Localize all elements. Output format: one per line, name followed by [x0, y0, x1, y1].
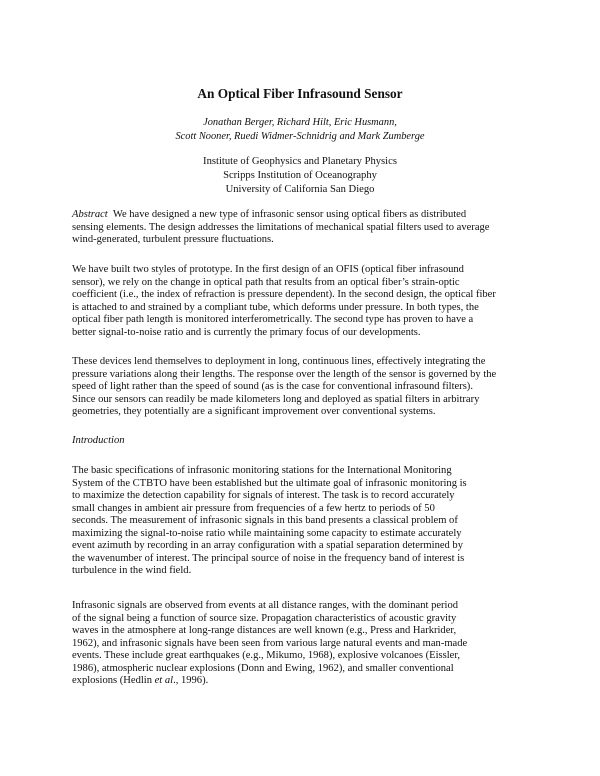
- text-line: sensor), we rely on the change in optical path that results from an optical fiber’s strain-optic: [72, 276, 460, 288]
- text-line: is attached to and strained by a compliant tube, which deforms under pressure. In both types, the: [72, 301, 479, 313]
- section-heading-introduction: Introduction: [72, 435, 125, 446]
- text-line: better signal-to-noise ratio and is currently the primary focus of our developments.: [72, 326, 421, 338]
- text-line: The basic specifications of infrasonic monitoring stations for the International Monitoring: [72, 465, 452, 476]
- citation-et-al: et al: [154, 675, 174, 686]
- text-line: turbulence in the wind field.: [72, 565, 192, 576]
- text-line: waves in the atmosphere at long-range distances are well known (e.g., Press and Harkrider,: [72, 625, 457, 636]
- author-line: Jonathan Berger, Richard Hilt, Eric Husmann,: [203, 117, 397, 128]
- text-line: These devices lend themselves to deployment in long, continuous lines, effectively integrating the: [72, 356, 486, 367]
- author-line: Scott Nooner, Ruedi Widmer-Schnidrig and Mark Zumberge: [175, 131, 425, 142]
- text-line: event azimuth by recording in an array configuration with a spatial separation determined by: [72, 540, 463, 551]
- text-line: of the signal being a function of source size. Propagation characteristics of acoustic gravity: [72, 612, 457, 624]
- paragraph-signals: [72, 600, 532, 688]
- text-line: events. These include great earthquakes (e.g., Mikumo, 1968), explosive volcanoes (Eissler,: [72, 650, 461, 661]
- text-line: Since our sensors can readily be made kilometers long and deployed as spatial filters in arbitrary: [72, 393, 480, 405]
- abstract-line: sensing elements. The design addresses the limitations of mechanical spatial filters used to average: [72, 221, 490, 233]
- text-line: the wavenumber of interest. The principal source of noise in the frequency band of interest is: [72, 552, 465, 564]
- abstract-line: We have designed a new type of infrasonic sensor using optical fibers as distributed: [112, 209, 467, 220]
- abstract-line: wind-generated, turbulent pressure fluctuations.: [72, 234, 274, 245]
- text-line: optical fiber path length is monitored interferometrically. The second type has proven to have a: [72, 314, 474, 325]
- text-line: to maximize the detection capability for signals of interest. The task is to record accurately: [72, 490, 455, 501]
- text-line: geometries, they potentially are a significant improvement over conventional systems.: [72, 406, 436, 417]
- abstract: [72, 209, 532, 247]
- author-list: [0, 116, 600, 144]
- paper-title: An Optical Fiber Infrasound Sensor: [197, 86, 403, 101]
- paragraph-introduction: [72, 465, 532, 578]
- text-line: pressure variations along their lengths. The response over the length of the sensor is governed by the: [72, 368, 497, 380]
- paragraph-prototypes: [72, 264, 532, 339]
- text-line: small changes in ambient air pressure from frequencies of a few hertz to periods of 50: [72, 502, 435, 514]
- affiliation-line: Scripps Institution of Oceanography: [223, 170, 377, 181]
- text-line: 1986), atmospheric nuclear explosions (Donn and Ewing, 1962), and smaller conventional: [72, 662, 454, 674]
- affiliation: [0, 155, 600, 197]
- text-line: seconds. The measurement of infrasonic signals in this band presents a classical problem of: [72, 515, 458, 526]
- paragraph-deployment: [72, 356, 532, 419]
- affiliation-line: Institute of Geophysics and Planetary Physics: [203, 156, 397, 167]
- text-line: maximizing the signal-to-noise ratio while maintaining some capacity to estimate accurately: [72, 527, 462, 539]
- text-line: System of the CTBTO have been established but the ultimate goal of infrasonic monitoring is: [72, 477, 467, 489]
- abstract-label: Abstract: [72, 209, 108, 220]
- text-line: 1962), and infrasonic signals have been seen from various large natural events and man-made: [72, 637, 468, 649]
- text-line: We have built two styles of prototype. In the first design of an OFIS (optical fiber infrasound: [72, 264, 464, 275]
- text-line: explosions (Hedlin et al., 1996).: [72, 675, 209, 686]
- text-line: Infrasonic signals are observed from events at all distance ranges, with the dominant period: [72, 600, 459, 611]
- affiliation-line: University of California San Diego: [225, 184, 375, 195]
- text-line: speed of light rather than the speed of sound (as is the case for conventional infrasound filters).: [72, 381, 473, 392]
- text-line: coefficient (i.e., the index of refraction is pressure dependent). In the second design, the optical fiber: [72, 289, 496, 300]
